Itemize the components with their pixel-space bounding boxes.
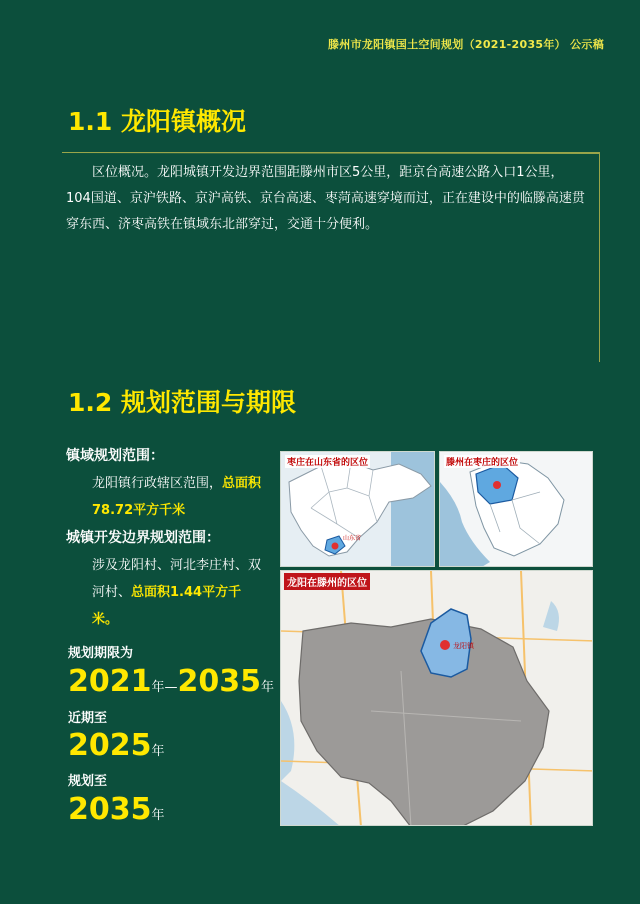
- section-1-title: 1.1 龙阳镇概况: [68, 107, 246, 136]
- shandong-province-label: 山东省: [343, 535, 362, 542]
- zaozhuang-map-graphic: [440, 452, 593, 567]
- tengzhou-map: [280, 570, 593, 826]
- dev-scope-text: [66, 552, 266, 633]
- tengzhou-map-title: 龙阳在滕州的区位: [284, 573, 370, 590]
- near-year-row: 2025年: [68, 728, 165, 763]
- near-label: 近期至: [68, 711, 108, 726]
- town-scope-area: 总面积78.72平方千米: [92, 476, 262, 518]
- plan-year-row: 2035年: [68, 792, 165, 827]
- near-year: 2025: [68, 728, 152, 763]
- tengzhou-map-graphic: [281, 571, 593, 826]
- section-2-title: 1.2 规划范围与期限: [68, 388, 296, 417]
- shandong-map-title: 枣庄在山东省的区位: [285, 455, 370, 468]
- town-scope-text: [66, 470, 266, 524]
- plan-label: 规划至: [68, 774, 108, 789]
- dev-scope-heading: 城镇开发边界规划范围：: [66, 530, 220, 546]
- longyang-town-label: 龙阳镇: [453, 642, 474, 650]
- shandong-map-graphic: [281, 452, 435, 567]
- zaozhuang-map-title: 滕州在枣庄的区位: [444, 455, 520, 468]
- period-range: 2021年—2035年: [68, 664, 275, 699]
- start-year: 2021: [68, 664, 152, 699]
- dev-scope-area: 总面积1.44平方千米。: [92, 585, 242, 627]
- document-header: 滕州市龙阳镇国土空间规划（2021-2035年） 公示稿: [327, 38, 604, 51]
- plan-year: 2035: [68, 792, 152, 827]
- shandong-map: [280, 451, 435, 567]
- end-year: 2035: [177, 664, 262, 699]
- scope-block: [66, 444, 266, 633]
- town-scope-heading: 镇域规划范围：: [66, 448, 164, 464]
- period-label: 规划期限为: [68, 646, 134, 661]
- zaozhuang-map: [439, 451, 593, 567]
- dev-scope-desc: 涉及龙阳村、河北李庄村、双河村、: [92, 558, 262, 600]
- town-scope-desc: 龙阳镇行政辖区范围，: [92, 476, 223, 491]
- overview-paragraph: 区位概况。龙阳城镇开发边界范围距滕州市区5公里，距京台高速公路入口1公里，104国道、京沪铁路、京沪高铁、京台高速、枣菏高速穿境而过，正在建设中的临滕高速贯穿东西、济枣高铁在镇域东北部穿过，交通十分便利。: [66, 165, 585, 232]
